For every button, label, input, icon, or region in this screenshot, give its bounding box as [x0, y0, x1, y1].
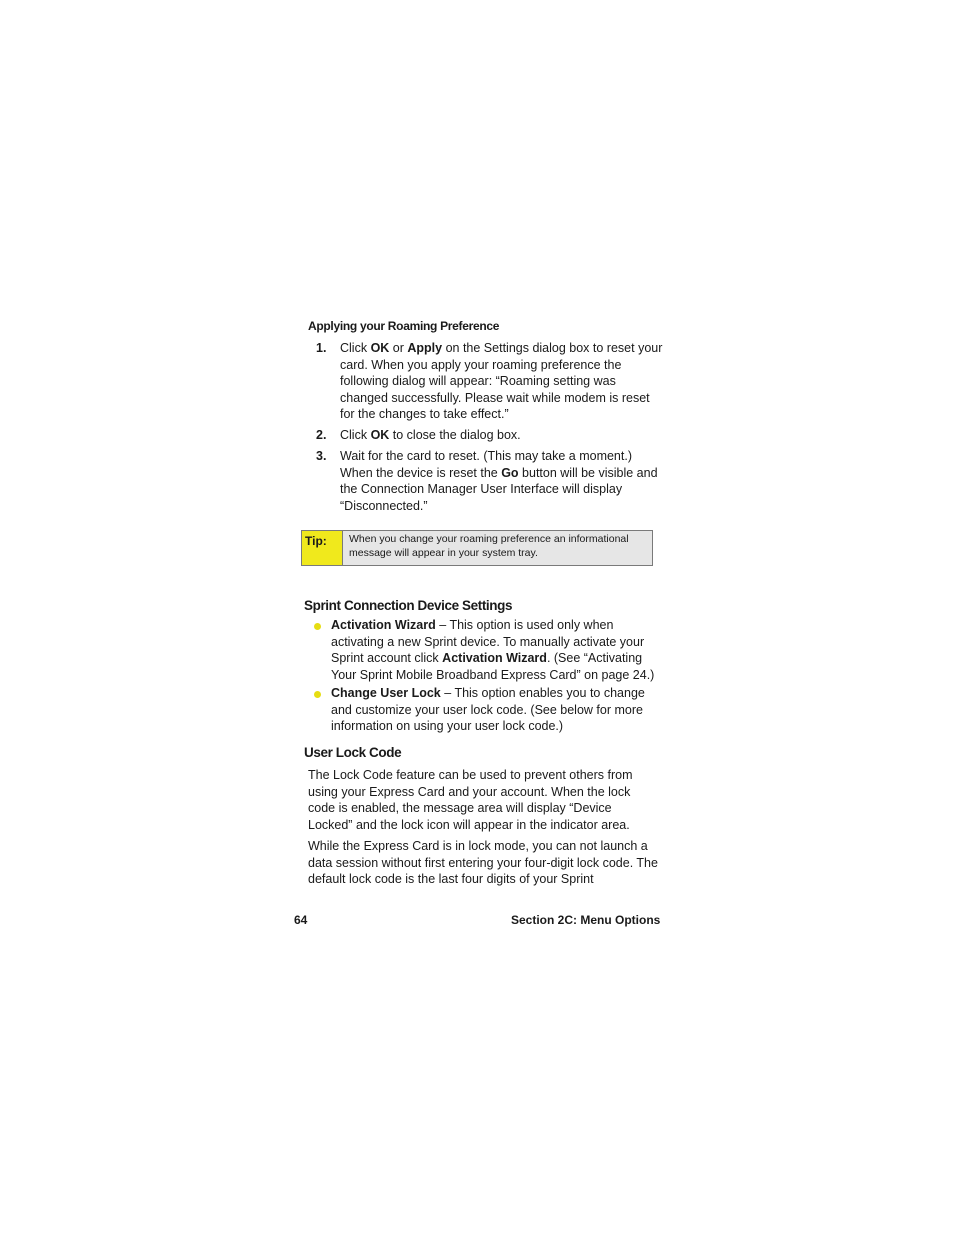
- bullet-dot-icon: [314, 623, 321, 630]
- bullet-text: Activation Wizard – This option is used only when activating a new Sprint device. To manually activate your Sprint account click Activation Wizard. (See “Activating Your Sprint Mobile Broadband Express Card” on page 24.): [331, 618, 655, 682]
- step-text: Click OK to close the dialog box.: [340, 428, 521, 442]
- step-item: [316, 340, 666, 423]
- step-number: 2.: [316, 428, 327, 442]
- step-text: Wait for the card to reset. (This may take a moment.) When the device is reset the Go button will be visible and the Connection Manager User Interface will display “Disconnected.”: [340, 449, 658, 513]
- paragraph-lock-mode: While the Express Card is in lock mode, you can not launch a data session without first entering your four-digit lock code. The default lock code is the last four digits of your Sprint: [308, 839, 658, 886]
- bullet-item: [312, 617, 662, 683]
- section-title: Section 2C: Menu Options: [511, 913, 661, 927]
- settings-bullet-list: [312, 617, 662, 737]
- steps-list: [316, 340, 666, 519]
- bullet-text: Change User Lock – This option enables you to change and customize your user lock code. (See below for more information on using your user lock code.): [331, 686, 645, 733]
- step-number: 3.: [316, 449, 327, 463]
- user-lock-heading: User Lock Code: [304, 745, 402, 760]
- paragraph-lock-feature: The Lock Code feature can be used to prevent others from using your Express Card and your account. When the lock code is enabled, the message area will display “Device Locked” and the lock icon will appear in the indicator area.: [308, 768, 633, 832]
- tip-box: [301, 530, 653, 566]
- subheading: Applying your Roaming Preference: [308, 319, 500, 333]
- sprint-settings-heading: Sprint Connection Device Settings: [304, 598, 513, 613]
- page-number: 64: [294, 913, 308, 927]
- step-text: Click OK or Apply on the Settings dialog box to reset your card. When you apply your roaming preference the following dialog will appear: “Roaming setting was changed successfully. Please wait while modem is reset for the changes to take effect.”: [340, 341, 663, 421]
- step-item: [316, 448, 666, 514]
- bullet-dot-icon: [314, 691, 321, 698]
- step-number: 1.: [316, 341, 327, 355]
- tip-label: Tip:: [302, 531, 343, 565]
- bullet-item: [312, 685, 662, 735]
- tip-text: When you change your roaming preference an informational message will appear in your system tray.: [343, 531, 652, 565]
- step-item: [316, 427, 666, 444]
